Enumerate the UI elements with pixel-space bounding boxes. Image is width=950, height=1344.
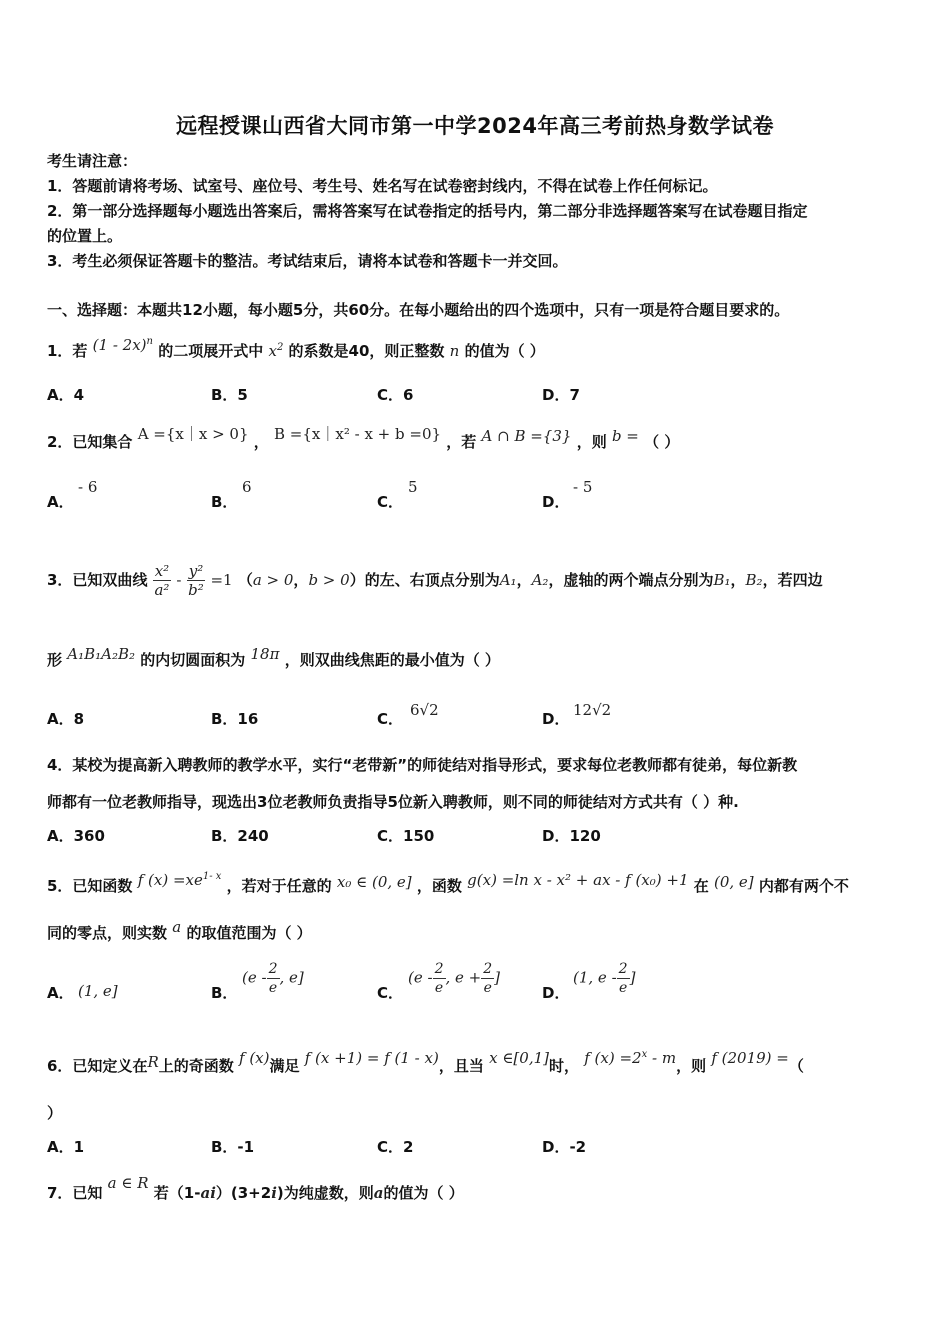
q5-x0: x₀ ∈ (0, e] bbox=[336, 873, 412, 891]
question-5 bbox=[47, 873, 849, 896]
q3-quad: A₁B₁A₂B₂ bbox=[67, 645, 136, 663]
q6-ask: f (2019) = bbox=[711, 1049, 789, 1067]
q6-relation: f (x +1) = f (1 - x) bbox=[304, 1049, 439, 1067]
q3-option-b: B．16 bbox=[211, 710, 259, 728]
q2-text-2: ，则 bbox=[576, 433, 607, 451]
q7-ai: ai bbox=[200, 1184, 216, 1202]
q7-condition: a ∈ R bbox=[107, 1174, 149, 1192]
section-heading: 一、选择题：本题共12小题，每小题5分，共60分。在每小题给出的四个选项中，只有一项是符合题目要求的。 bbox=[47, 301, 790, 319]
q1-option-a: A．4 bbox=[47, 386, 85, 404]
q3-option-c: C． bbox=[377, 710, 404, 728]
q4-option-c: C．150 bbox=[377, 827, 435, 845]
notice-heading: 考生请注意： bbox=[47, 152, 138, 170]
notice-item-2-cont: 的位置上。 bbox=[47, 227, 123, 245]
q5-text-4: 内都有两个不 bbox=[758, 877, 849, 895]
q1-n: n bbox=[449, 342, 460, 360]
q6-text-5: ，则 bbox=[676, 1057, 707, 1075]
page-title: 远程授课山西省大同市第一中学2024年高三考前热身数学试卷 bbox=[176, 114, 774, 138]
q5-option-b: B． bbox=[211, 984, 238, 1002]
q7-i: i bbox=[271, 1184, 277, 1202]
q6-text-2: 满足 bbox=[269, 1057, 300, 1075]
q3-option-d: D． bbox=[542, 710, 570, 728]
q5-line2-a: 同的零点，则实数 bbox=[47, 924, 168, 942]
q4-option-b: B．240 bbox=[211, 827, 269, 845]
q6-text-6: （ bbox=[788, 1057, 804, 1075]
q5-text-3: 在 bbox=[693, 877, 709, 895]
q1-lead: 1．若 bbox=[47, 342, 88, 360]
q6-text-4: 时， bbox=[548, 1057, 579, 1075]
q5-gx: g(x) =ln x - x² + ax - f (x₀) +1 bbox=[467, 871, 689, 889]
q5-line2-b: 的取值范围为（ ） bbox=[186, 924, 312, 942]
q1-text-3: 的值为（ ） bbox=[464, 342, 545, 360]
q3-line2-b: 的内切圆面积为 bbox=[140, 651, 246, 669]
q4-option-a: A．360 bbox=[47, 827, 105, 845]
question-1 bbox=[47, 338, 545, 361]
q6-fx: f (x) bbox=[239, 1049, 270, 1067]
question-4-line-1: 4．某校为提高新入聘教师的教学水平，实行“老带新”的师徒结对指导形式，要求每位老教师都有徒弟，每位新教 bbox=[47, 756, 798, 774]
notice-item-3: 3．考生必须保证答题卡的整洁。考试结束后，请将本试卷和答题卡一并交回。 bbox=[47, 252, 568, 270]
q6-option-a: A．1 bbox=[47, 1138, 85, 1156]
q3-paren: （ bbox=[237, 571, 253, 589]
q1-term: $x^2$ bbox=[268, 342, 284, 360]
q5-option-c: C． bbox=[377, 984, 404, 1002]
q6-option-d: D．-2 bbox=[542, 1138, 587, 1156]
q7-text-2: ）(3+2 bbox=[215, 1184, 272, 1202]
q7-text-1: 若（1- bbox=[153, 1184, 201, 1202]
q1-option-b: B．5 bbox=[211, 386, 248, 404]
q2-text-1: ，若 bbox=[446, 433, 477, 451]
q6-text-3: ，且当 bbox=[438, 1057, 484, 1075]
q3-b-cond: b > 0 bbox=[308, 571, 350, 589]
q5-option-a: A． bbox=[47, 984, 74, 1002]
q6-domain: x ∈[0,1] bbox=[489, 1049, 549, 1067]
q6-option-c: C．2 bbox=[377, 1138, 414, 1156]
q2-set-b: B ={x｜x² - x + b =0} bbox=[274, 425, 442, 443]
q1-text-1: 的二项展开式中 bbox=[158, 342, 264, 360]
q3-text-3: ，若四边 bbox=[762, 571, 823, 589]
q3-option-d-value: 12√2 bbox=[573, 701, 612, 719]
question-2 bbox=[47, 425, 680, 452]
q6-option-b: B．-1 bbox=[211, 1138, 255, 1156]
q3-sep: ， bbox=[293, 571, 309, 589]
q7-text-3: )为纯虚数，则 bbox=[276, 1184, 374, 1202]
q2-lead: 2．已知集合 bbox=[47, 433, 133, 451]
q2-option-a: A． bbox=[47, 493, 74, 511]
q1-expression: (1 - 2x)$^n$ bbox=[92, 336, 153, 354]
q5-option-d: D． bbox=[542, 984, 570, 1002]
q2-set-a: A ={x｜x > 0} bbox=[137, 425, 249, 443]
q6-lead: 6．已知定义在 bbox=[47, 1057, 148, 1075]
q7-lead: 7．已知 bbox=[47, 1184, 103, 1202]
q5-option-b-value: (e - $\frac{2}{e}$ , e] bbox=[242, 961, 304, 996]
q2-option-c: C． bbox=[377, 493, 404, 511]
q5-option-d-value: (1, e - $\frac{2}{e}$ ] bbox=[573, 961, 636, 996]
q5-a-var: a bbox=[172, 918, 182, 936]
q6-r: R bbox=[147, 1053, 159, 1071]
q5-fx: f $(x) =xe^{1- x}$ bbox=[137, 871, 222, 889]
q2-option-b: B． bbox=[211, 493, 238, 511]
notice-item-2: 2．第一部分选择题每小题选出答案后，需将答案写在试卷指定的括号内，第二部分非选择题答案写在试卷题目指定 bbox=[47, 202, 808, 220]
q5-text-2: ，函数 bbox=[416, 877, 462, 895]
q3-b2: B₂ bbox=[745, 571, 763, 589]
question-6-line-2: ） bbox=[47, 1104, 63, 1122]
q2-comma: ， bbox=[253, 433, 269, 451]
q5-interval: (0, e] bbox=[714, 873, 754, 891]
q2-option-d-value: - 5 bbox=[573, 478, 593, 496]
q2-option-b-value: 6 bbox=[242, 478, 252, 496]
q7-text-4: 的值为（ ） bbox=[383, 1184, 464, 1202]
q3-a1: A₁ bbox=[499, 571, 517, 589]
q3-area: 18π bbox=[250, 645, 280, 663]
q5-option-c-value: (e - $\frac{2}{e}$ , e + $\frac{2}{e}$ ] bbox=[408, 961, 501, 996]
question-4-line-2: 师都有一位老教师指导，现选出3位老教师负责指导5位新入聘教师，则不同的师徒结对方式共有（ ）种. bbox=[47, 793, 739, 811]
question-3-line-2 bbox=[47, 645, 500, 670]
q1-option-d: D．7 bbox=[542, 386, 580, 404]
q3-a-cond: a > 0 bbox=[252, 571, 294, 589]
q2-option-a-value: - 6 bbox=[78, 478, 98, 496]
q3-fraction-y: $\frac{\text{y²}}{\text{b²}}$ bbox=[188, 562, 204, 599]
q3-line2-a: 形 bbox=[47, 651, 63, 669]
question-3: 3．已知双曲线 $\frac{\text{x²}}{\text{a²}}$ - $\frac{\text{y²}}{\text{b²}}$ =1 （a > 0，b > 0）的左、右顶点分别为A₁，A₂，虚轴的两个端点分别为B₁，B₂，若四边 bbox=[47, 562, 823, 599]
q3-minus: - bbox=[176, 571, 182, 589]
question-6 bbox=[47, 1049, 804, 1076]
q5-option-a-value: (1, e] bbox=[78, 982, 118, 1000]
question-7 bbox=[47, 1174, 464, 1203]
q4-option-d: D．120 bbox=[542, 827, 601, 845]
q3-option-c-value: 6√2 bbox=[410, 701, 439, 719]
q3-equals: =1 bbox=[210, 571, 233, 589]
q3-line2-c: ，则双曲线焦距的最小值为（ ） bbox=[284, 651, 500, 669]
q5-lead: 5．已知函数 bbox=[47, 877, 133, 895]
q2-condition: A ∩ B ={3} bbox=[481, 427, 572, 445]
q5-text-1: ，若对于任意的 bbox=[226, 877, 332, 895]
q3-text-2: ，虚轴的两个端点分别为 bbox=[548, 571, 714, 589]
q2-option-d: D． bbox=[542, 493, 570, 511]
q2-option-c-value: 5 bbox=[408, 478, 418, 496]
q3-a2: A₂ bbox=[531, 571, 549, 589]
q3-fraction-x: $\frac{\text{x²}}{\text{a²}}$ bbox=[154, 562, 170, 599]
q3-b1: B₁ bbox=[713, 571, 731, 589]
q3-lead: 3．已知双曲线 bbox=[47, 571, 148, 589]
q6-text-1: 上的奇函数 bbox=[158, 1057, 234, 1075]
q7-a: a bbox=[373, 1184, 384, 1202]
q1-option-c: C．6 bbox=[377, 386, 414, 404]
q2-text-3: （ ） bbox=[644, 433, 680, 451]
question-5-line-2 bbox=[47, 918, 312, 943]
q6-definition: f $(x) =2^x - m$ bbox=[584, 1049, 677, 1067]
q3-option-a: A．8 bbox=[47, 710, 85, 728]
q3-text-1: ）的左、右顶点分别为 bbox=[349, 571, 500, 589]
q2-b-var: b = bbox=[611, 427, 639, 445]
notice-item-1: 1．答题前请将考场、试室号、座位号、考生号、姓名写在试卷密封线内，不得在试卷上作任何标记。 bbox=[47, 177, 718, 195]
q1-text-2: 的系数是40，则正整数 bbox=[288, 342, 445, 360]
